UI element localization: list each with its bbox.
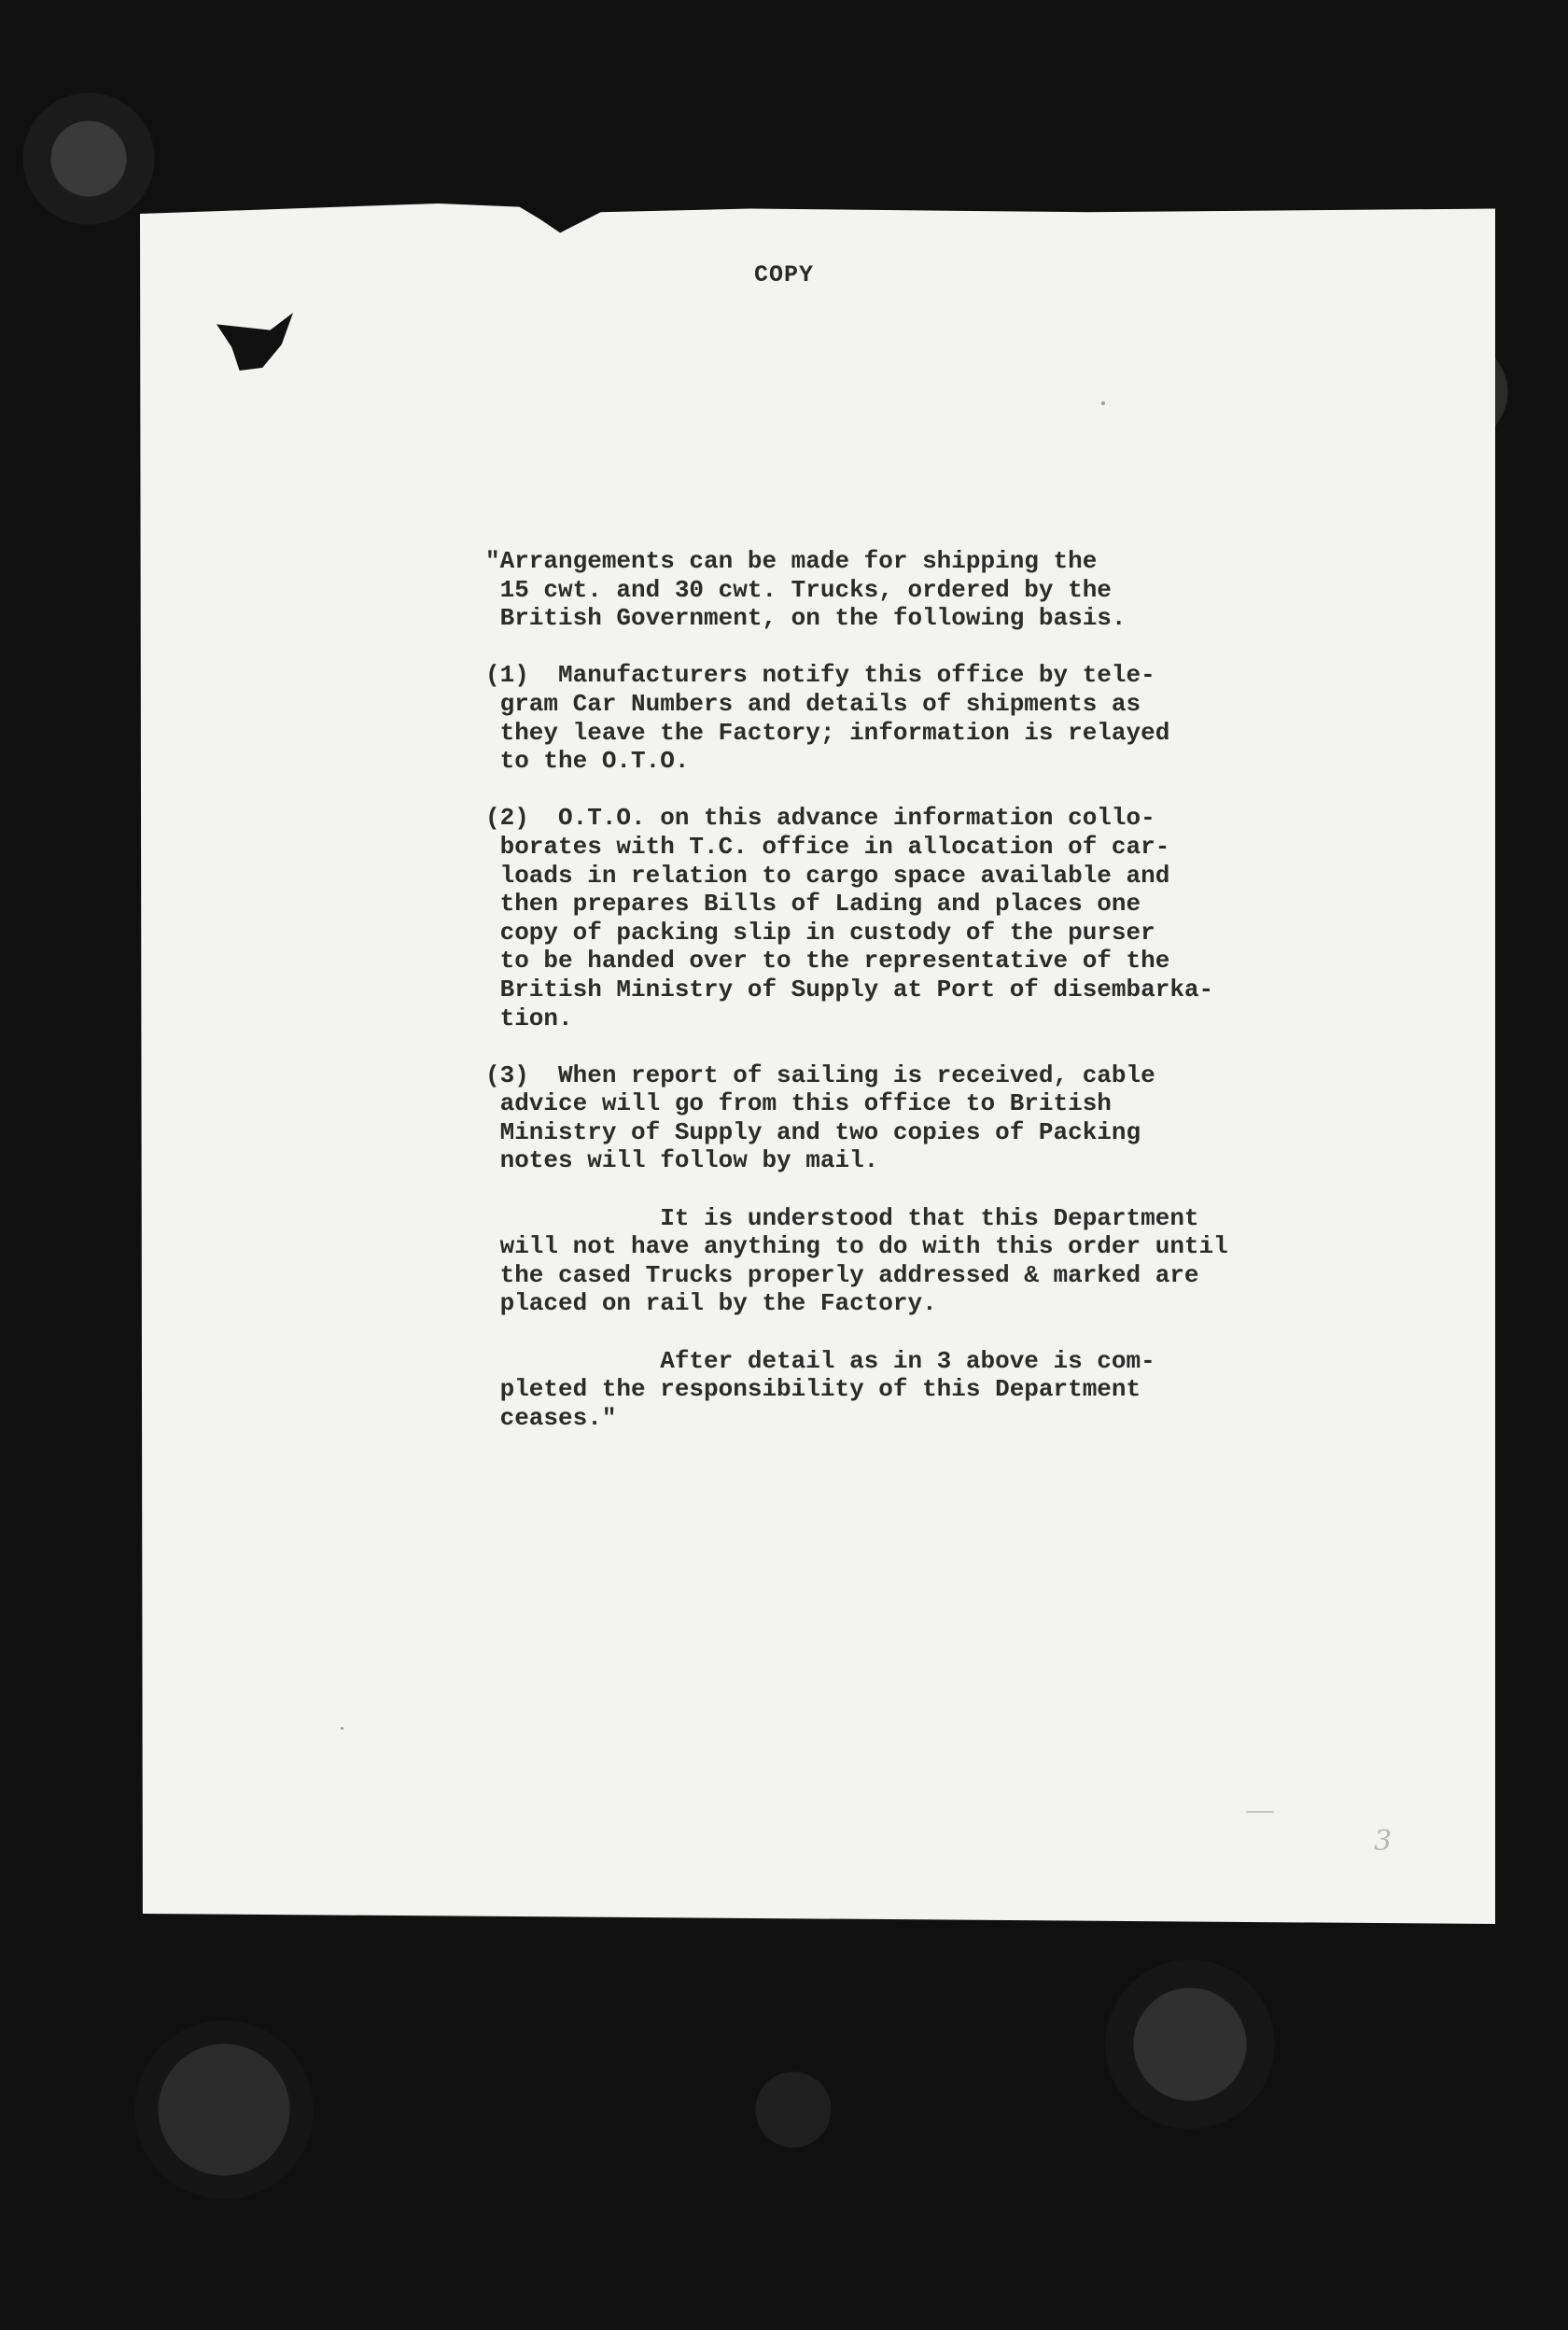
paragraph-understanding xyxy=(485,1204,1372,1318)
typed-letter-body xyxy=(485,547,1372,1432)
text-line: the cased Trucks properly addressed & marked are xyxy=(485,1260,1199,1289)
text-line: tion. xyxy=(485,1004,573,1032)
paragraph-closing xyxy=(485,1347,1372,1433)
paragraph-item-1 xyxy=(485,661,1372,775)
text-line: notes will follow by mail. xyxy=(485,1146,879,1175)
paragraph-intro xyxy=(485,547,1372,633)
text-line: pleted the responsibility of this Department xyxy=(485,1375,1141,1404)
text-line: (2) O.T.O. on this advance information collo- xyxy=(485,804,1155,833)
text-line: will not have anything to do with this order until xyxy=(485,1232,1228,1261)
text-line: copy of packing slip in custody of the purser xyxy=(485,918,1155,947)
text-line: borates with T.C. office in allocation of car- xyxy=(485,832,1170,861)
dust-speck xyxy=(1246,1811,1274,1813)
text-line: ceases." xyxy=(485,1403,617,1432)
text-line: placed on rail by the Factory. xyxy=(485,1289,937,1318)
paragraph-item-2 xyxy=(485,804,1372,1032)
text-line: loads in relation to cargo space available and xyxy=(485,861,1170,890)
text-line: British Ministry of Supply at Port of disembarka- xyxy=(485,975,1214,1004)
text-line: to be handed over to the representative of the xyxy=(485,947,1170,976)
text-line: After detail as in 3 above is com- xyxy=(485,1346,1155,1375)
text-line: (1) Manufacturers notify this office by tele- xyxy=(485,661,1155,690)
dust-speck xyxy=(1101,401,1105,405)
text-line: then prepares Bills of Lading and places one xyxy=(485,890,1141,919)
text-line: advice will go from this office to British xyxy=(485,1089,1112,1118)
text-line: (3) When report of sailing is received, cable xyxy=(485,1060,1155,1089)
text-line: to the O.T.O. xyxy=(485,747,690,776)
text-line: they leave the Factory; information is relayed xyxy=(485,718,1170,747)
handwritten-page-number: 3 xyxy=(1374,1825,1393,1858)
text-line: Ministry of Supply and two copies of Packing xyxy=(485,1117,1141,1146)
dust-speck xyxy=(341,1727,343,1730)
text-line: It is understood that this Department xyxy=(485,1203,1199,1232)
copy-heading: COPY xyxy=(754,261,815,288)
text-line: 15 cwt. and 30 cwt. Trucks, ordered by the xyxy=(485,575,1112,604)
paragraph-item-3 xyxy=(485,1061,1372,1175)
text-line: British Government, on the following basis. xyxy=(485,604,1127,633)
text-line: gram Car Numbers and details of shipments as xyxy=(485,689,1141,718)
text-line: "Arrangements can be made for shipping the xyxy=(485,547,1098,575)
